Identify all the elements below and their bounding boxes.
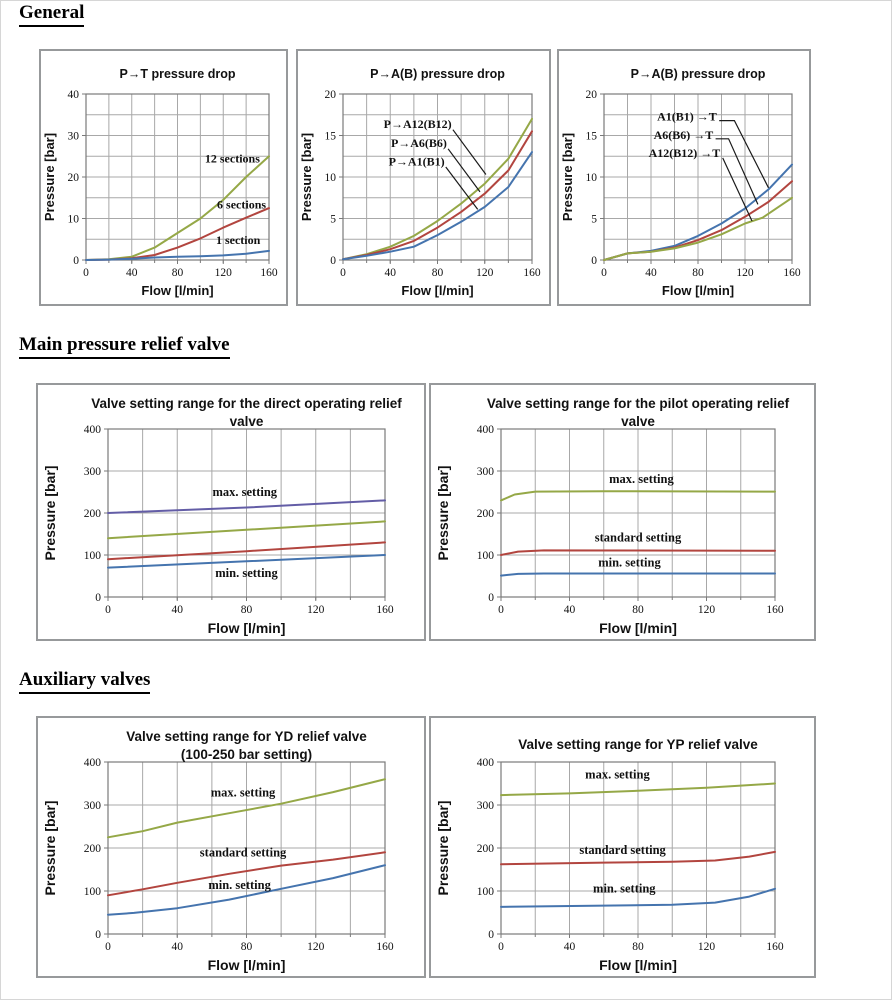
x-tick-label: 0 <box>105 604 111 616</box>
annotation-leader-line <box>719 121 768 188</box>
chart-title: P→T pressure drop <box>119 67 236 81</box>
series-label: min. setting <box>208 877 271 892</box>
y-axis-label: Pressure [bar] <box>42 465 58 561</box>
series-label: 12 sections <box>204 151 260 166</box>
x-tick-label: 40 <box>384 267 396 279</box>
x-tick-label: 80 <box>632 941 644 953</box>
y-tick-label: 300 <box>83 800 101 812</box>
y-tick-label: 20 <box>585 89 597 101</box>
chart-canvas <box>298 51 549 304</box>
x-tick-label: 40 <box>171 941 183 953</box>
chart-title: valve <box>229 414 264 429</box>
chart-p-to-ab-pressure-drop <box>296 49 551 306</box>
section-heading-general: General <box>19 2 84 27</box>
series-label: A12(B12) →T <box>648 146 721 161</box>
y-tick-label: 100 <box>476 886 494 898</box>
x-tick-label: 160 <box>766 604 784 616</box>
x-tick-label: 80 <box>171 267 184 279</box>
chart-title: valve <box>621 414 655 429</box>
series-label: min. setting <box>598 555 661 570</box>
y-tick-label: 200 <box>476 508 494 520</box>
y-tick-label: 400 <box>83 757 101 769</box>
x-tick-label: 160 <box>376 941 394 953</box>
x-tick-label: 0 <box>498 604 504 616</box>
annotation-leader-line <box>723 158 752 221</box>
x-tick-label: 80 <box>240 941 253 953</box>
section-heading-auxiliary-valves: Auxiliary valves <box>19 669 150 694</box>
series-label: min. setting <box>215 565 278 580</box>
y-tick-label: 20 <box>67 172 79 184</box>
series-label: max. setting <box>585 767 650 782</box>
series-label: min. setting <box>593 881 656 896</box>
x-tick-label: 40 <box>126 267 138 279</box>
series-label: P→A6(B6) <box>390 136 447 151</box>
x-tick-label: 160 <box>766 941 784 953</box>
y-tick-label: 10 <box>67 213 79 226</box>
x-axis-label: Flow [l/min] <box>401 283 474 298</box>
x-tick-label: 0 <box>601 267 607 279</box>
series-label: max. setting <box>609 471 674 486</box>
series-label: A6(B6) →T <box>653 127 714 142</box>
y-axis-label: Pressure [bar] <box>42 800 58 896</box>
chart-title: P→A(B) pressure drop <box>630 67 766 81</box>
series-label: max. setting <box>212 485 278 500</box>
series-label: standard setting <box>199 845 287 860</box>
x-axis-label: Flow [l/min] <box>661 283 735 298</box>
y-tick-label: 15 <box>324 130 336 143</box>
chart-canvas <box>431 718 814 976</box>
chart-direct-operating-relief-valve-setting <box>36 383 426 641</box>
y-axis-label: Pressure [bar] <box>299 132 314 222</box>
x-tick-label: 80 <box>632 604 644 616</box>
x-tick-label: 40 <box>171 604 183 616</box>
x-tick-label: 40 <box>563 604 576 616</box>
y-tick-label: 10 <box>585 172 597 184</box>
x-tick-label: 120 <box>697 604 716 616</box>
y-tick-label: 0 <box>488 929 494 941</box>
x-axis-label: Flow [l/min] <box>599 620 677 636</box>
chart-title: Valve setting range for YP relief valve <box>518 737 758 752</box>
series-label: standard setting <box>594 530 682 545</box>
y-tick-label: 5 <box>591 213 597 226</box>
x-tick-label: 120 <box>476 267 494 279</box>
y-tick-label: 0 <box>591 255 597 267</box>
x-tick-label: 0 <box>498 941 504 953</box>
y-tick-label: 0 <box>488 592 494 604</box>
series-label: P→A1(B1) <box>388 154 445 169</box>
y-tick-label: 400 <box>83 424 101 436</box>
x-tick-label: 80 <box>431 267 444 279</box>
y-tick-label: 100 <box>83 886 101 898</box>
chart-yp-relief-valve-setting <box>429 716 816 978</box>
y-tick-label: 300 <box>476 466 494 478</box>
x-tick-label: 0 <box>340 267 346 279</box>
y-tick-label: 0 <box>95 929 101 941</box>
chart-title: P→A(B) pressure drop <box>370 67 505 81</box>
y-axis-label: Pressure [bar] <box>435 465 451 561</box>
x-tick-label: 120 <box>214 267 232 279</box>
y-tick-label: 30 <box>67 130 79 143</box>
x-axis-label: Flow [l/min] <box>141 283 214 298</box>
chart-canvas <box>38 718 424 976</box>
y-tick-label: 10 <box>324 172 336 184</box>
x-tick-label: 0 <box>105 941 111 953</box>
series-label: max. setting <box>210 785 276 800</box>
y-tick-label: 100 <box>83 550 101 562</box>
y-tick-label: 0 <box>95 592 101 604</box>
x-axis-label: Flow [l/min] <box>599 957 677 973</box>
y-tick-label: 200 <box>83 508 101 520</box>
y-tick-label: 300 <box>83 466 101 478</box>
x-tick-label: 80 <box>692 267 704 279</box>
series-label: A1(B1) →T <box>657 109 717 124</box>
x-tick-label: 120 <box>736 267 754 279</box>
y-tick-label: 0 <box>330 255 336 267</box>
chart-title: Valve setting range for the direct operating relief <box>91 396 402 411</box>
y-axis-label: Pressure [bar] <box>435 800 451 896</box>
x-tick-label: 160 <box>260 267 278 279</box>
chart-ab-to-t-pressure-drop <box>557 49 811 306</box>
chart-pilot-operating-relief-valve-setting <box>429 383 816 641</box>
y-tick-label: 20 <box>324 89 336 101</box>
y-tick-label: 300 <box>476 800 494 812</box>
y-axis-label: Pressure [bar] <box>42 132 57 222</box>
annotation-leader-line <box>453 130 486 175</box>
chart-title: (100-250 bar setting) <box>180 747 313 762</box>
y-tick-label: 400 <box>476 757 494 769</box>
chart-canvas <box>559 51 809 304</box>
chart-p-to-t-pressure-drop <box>39 49 288 306</box>
series-label: 6 sections <box>217 197 267 212</box>
series-label: standard setting <box>579 843 666 858</box>
annotation-leader-line <box>448 149 480 192</box>
y-tick-label: 5 <box>330 213 336 226</box>
y-tick-label: 0 <box>73 255 79 267</box>
y-axis-label: Pressure [bar] <box>560 132 575 222</box>
x-tick-label: 120 <box>697 941 716 953</box>
y-tick-label: 40 <box>67 89 79 101</box>
x-tick-label: 120 <box>307 941 325 953</box>
x-tick-label: 160 <box>523 267 541 279</box>
chart-title: Valve setting range for YD relief valve <box>126 729 367 744</box>
y-tick-label: 100 <box>476 550 494 562</box>
chart-canvas <box>41 51 286 304</box>
chart-canvas <box>38 385 424 639</box>
series-label: 1 section <box>215 233 261 248</box>
y-tick-label: 15 <box>585 130 597 143</box>
y-tick-label: 200 <box>83 843 101 855</box>
x-tick-label: 160 <box>783 267 801 279</box>
section-heading-main-pressure-relief-valve: Main pressure relief valve <box>19 334 230 359</box>
x-tick-label: 80 <box>240 604 253 616</box>
y-tick-label: 400 <box>476 424 494 436</box>
x-tick-label: 0 <box>83 267 89 279</box>
y-tick-label: 200 <box>476 843 494 855</box>
chart-yd-relief-valve-setting <box>36 716 426 978</box>
chart-title: Valve setting range for the pilot operating relief <box>486 396 790 411</box>
chart-canvas <box>431 385 814 639</box>
x-tick-label: 40 <box>645 267 657 279</box>
x-axis-label: Flow [l/min] <box>207 957 286 973</box>
x-tick-label: 40 <box>563 941 576 953</box>
x-axis-label: Flow [l/min] <box>207 620 286 636</box>
x-tick-label: 160 <box>376 604 394 616</box>
series-label: P→A12(B12) <box>383 117 452 132</box>
x-tick-label: 120 <box>307 604 325 616</box>
